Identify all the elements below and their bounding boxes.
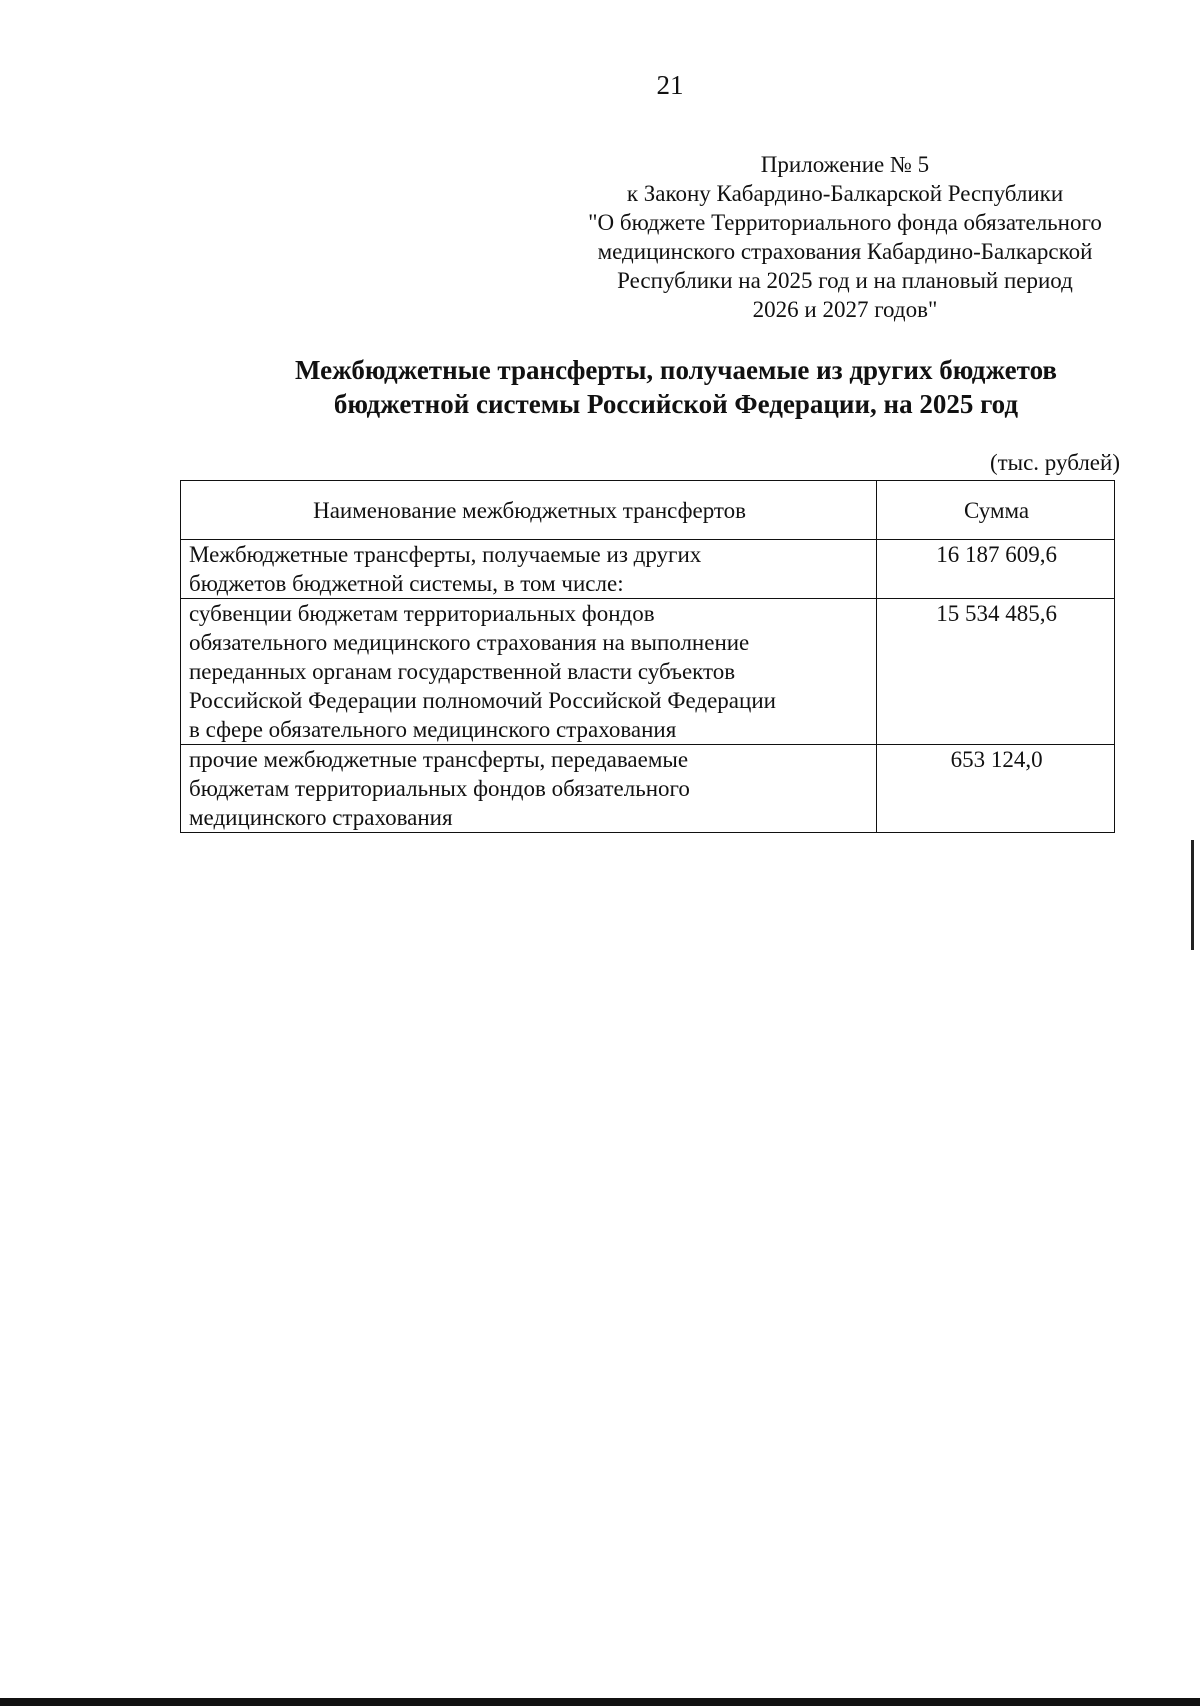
transfer-name-line: бюджетов бюджетной системы, в том числе: [189, 571, 624, 596]
transfer-name-line: бюджетам территориальных фондов обязательного [189, 776, 690, 801]
transfer-name-line: субвенции бюджетам территориальных фондов [189, 601, 655, 626]
table-row [181, 745, 1115, 833]
column-header-name: Наименование межбюджетных трансфертов [181, 481, 877, 540]
scan-edge-line [1191, 840, 1194, 950]
transfer-sum-cell: 15 534 485,6 [877, 599, 1115, 745]
title-line: бюджетной системы Российской Федерации, на 2025 год [333, 389, 1019, 419]
transfer-sum-cell: 16 187 609,6 [877, 540, 1115, 599]
table-header-row [181, 481, 1115, 540]
transfer-name-cell [181, 599, 877, 745]
appendix-line: к Закону Кабардино-Балкарской Республики [626, 181, 1064, 206]
transfer-name-line: в сфере обязательного медицинского страхования [189, 717, 677, 742]
transfer-name-line: обязательного медицинского страхования на выполнение [189, 630, 750, 655]
transfers-table [180, 480, 1115, 833]
transfer-name-line: прочие межбюджетные трансферты, передаваемые [189, 747, 689, 772]
transfer-name-line: переданных органам государственной власти субъектов [189, 659, 736, 684]
transfer-name-cell [181, 540, 877, 599]
appendix-line: 2026 и 2027 годов" [752, 297, 938, 322]
units-label: (тыс. рублей) [989, 450, 1120, 475]
transfer-name-cell [181, 745, 877, 833]
appendix-line: Приложение № 5 [760, 152, 930, 177]
transfer-name-line: Межбюджетные трансферты, получаемые из других [189, 542, 702, 567]
document-title [181, 353, 1171, 421]
scan-bottom-border [0, 1698, 1200, 1706]
title-line: Межбюджетные трансферты, получаемые из других бюджетов [295, 355, 1057, 385]
page-number: 21 [656, 70, 684, 100]
transfer-name-line: медицинского страхования [189, 805, 453, 830]
appendix-line: Республики на 2025 год и на плановый период [617, 268, 1073, 293]
appendix-line: медицинского страхования Кабардино-Балкарской [597, 239, 1093, 264]
appendix-reference [560, 150, 1130, 324]
table-row [181, 540, 1115, 599]
transfer-sum-cell: 653 124,0 [877, 745, 1115, 833]
transfer-name-line: Российской Федерации полномочий Российской Федерации [189, 688, 776, 713]
appendix-line: "О бюджете Территориального фонда обязательного [588, 210, 1102, 235]
column-header-sum: Сумма [877, 481, 1115, 540]
table-row [181, 599, 1115, 745]
